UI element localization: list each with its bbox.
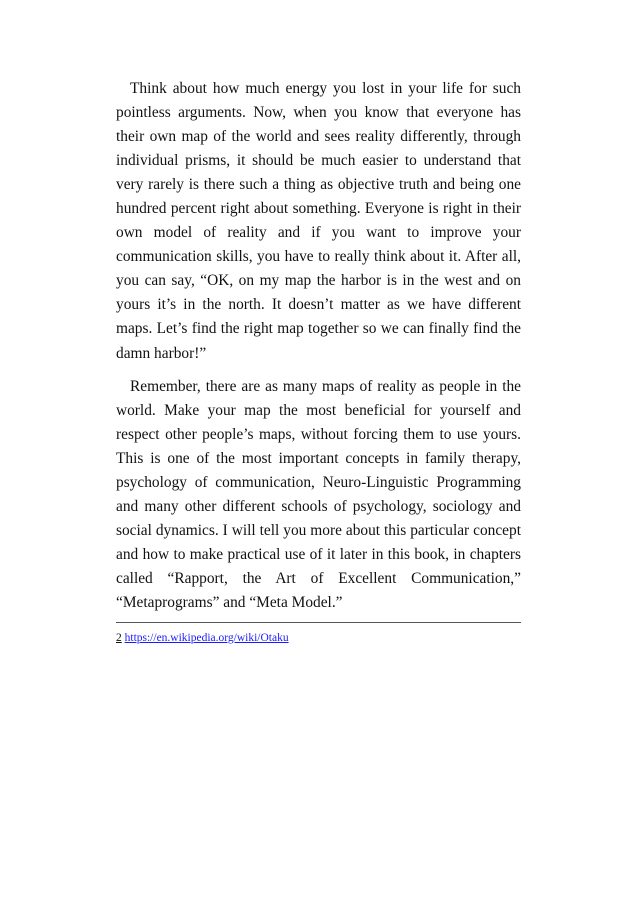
- footnote-link[interactable]: https://en.wikipedia.org/wiki/Otaku: [124, 632, 289, 645]
- document-page: [116, 77, 521, 645]
- footnote-number: 2: [116, 632, 122, 645]
- footnote-divider: [116, 622, 521, 623]
- body-paragraph: Think about how much energy you lost in your life for such pointless arguments. Now, when you know that everyone has their own map of the world and sees reality differently, through individual prisms, it should be much easier to understand that very rarely is there such a thing as objective truth and being one hundred percent right about something. Everyone is right in their own model of reality and if you want to improve your communication skills, you have to really think about it. After all, you can say, “OK, on my map the harbor is in the west and on yours it’s in the north. It doesn’t matter as we have different maps. Let’s find the right map together so we can finally find the damn harbor!”: [116, 80, 521, 362]
- footnote: [116, 631, 521, 645]
- body-paragraph: Remember, there are as many maps of reality as people in the world. Make your map the most beneficial for yourself and respect other people’s maps, without forcing them to use yours. This is one of the most important concepts in family therapy, psychology of communication, Neuro-Linguistic Programming and many other different schools of psychology, sociology and social dynamics. I will tell you more about this particular concept and how to make practical use of it later in this book, in chapters called “Rapport, the Art of Excellent Communication,” “Metaprograms” and “Meta Model.”: [116, 377, 521, 611]
